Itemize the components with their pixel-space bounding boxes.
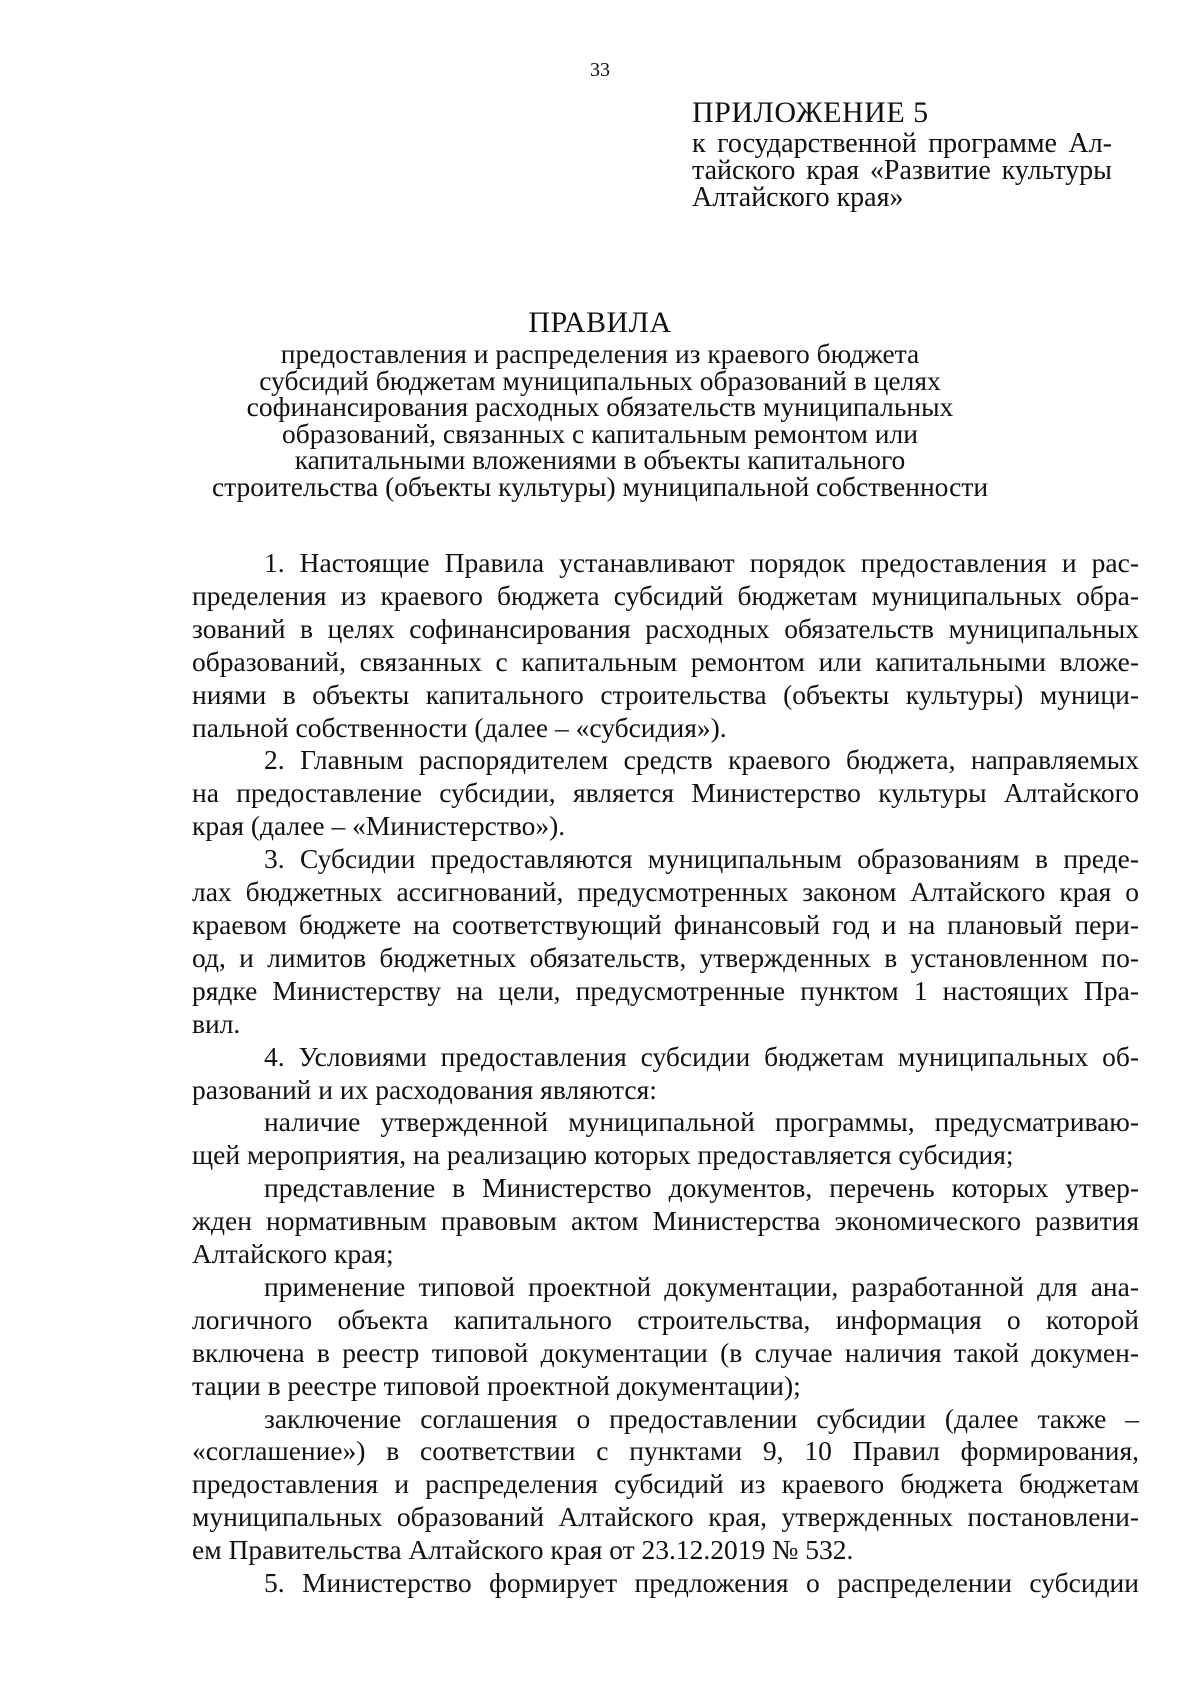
paragraph-line: 1. Настоящие Правила устанавливают порядок предоставления и рас- [264, 547, 1139, 578]
paragraph-line: предоставления и распределения субсидий из краевого бюджета бюджетам [192, 1468, 1139, 1500]
paragraph-line: зований в целях софинансирования расходных обязательств муниципальных [192, 612, 1139, 644]
paragraph-line: Алтайского края; [192, 1238, 394, 1270]
paragraph-line: 4. Условиями предоставления субсидии бюджетам муниципальных об- [264, 1040, 1139, 1072]
subtitle-line: капитальными вложениями в объекты капитального [294, 444, 906, 475]
subtitle-line: субсидий бюджетам муниципальных образований в целях [259, 364, 941, 396]
paragraph-line: «соглашение») в соответствии с пунктами 9, 10 Правил формирования, [192, 1435, 1139, 1467]
appendix-line: к государственной программе Ал- [692, 128, 1112, 159]
appendix-line: Алтайского края» [692, 182, 904, 213]
paragraph-line: пределения из краевого бюджета субсидий бюджетам муниципальных обра- [192, 579, 1139, 611]
paragraph-line: пальной собственности (далее – «субсидия»). [192, 711, 727, 743]
paragraph-line: ем Правительства Алтайского края от 23.12.2019 № 532. [192, 1534, 854, 1566]
paragraph-line: ниями в объекты капитального строительства (объекты культуры) муници- [192, 678, 1139, 710]
paragraph-line: вил. [192, 1007, 241, 1039]
page-number: 33 [590, 59, 610, 81]
rules-subtitle [0, 338, 1200, 502]
rules-title: ПРАВИЛА [528, 306, 672, 339]
paragraph-line: краевом бюджете на соответствующий финансовый год и на плановый пери- [192, 908, 1139, 940]
paragraph-line: на предоставление субсидии, является Министерство культуры Алтайского [192, 777, 1139, 809]
body-text [192, 547, 1139, 1600]
paragraph-line: образований, связанных с капитальным ремонтом или капитальными вложе- [192, 645, 1139, 677]
paragraph-line: 5. Министерство формирует предложения о распределении субсидии [264, 1567, 1139, 1599]
paragraph-line: лах бюджетных ассигнований, предусмотренных законом Алтайского края о [192, 876, 1139, 908]
appendix-line: тайского края «Развитие культуры [692, 155, 1112, 186]
paragraph-line: наличие утвержденной муниципальной программы, предусматриваю- [264, 1106, 1139, 1138]
paragraph-line: муниципальных образований Алтайского края, утвержденных постановлени- [192, 1501, 1139, 1533]
subtitle-line: строительства (объекты культуры) муниципальной собственности [211, 470, 989, 502]
paragraph-line: разований и их расходования являются: [192, 1073, 657, 1105]
paragraph-line: представление в Министерство документов, перечень которых утвер- [264, 1172, 1139, 1204]
subtitle-line: предоставления и распределения из краевого бюджета [280, 338, 920, 369]
paragraph-line: 3. Субсидии предоставляются муниципальным образованиям в преде- [264, 843, 1139, 875]
paragraph-line: заключение соглашения о предоставлении субсидии (далее также – [264, 1402, 1139, 1434]
paragraph-line: включена в реестр типовой документации (в случае наличия такой докумен- [192, 1336, 1139, 1368]
subtitle-line: софинансирования расходных обязательств муниципальных [246, 391, 954, 422]
paragraph-line: логичного объекта капитального строительства, информация о которой [192, 1303, 1139, 1335]
paragraph-line: 2. Главным распорядителем средств краевого бюджета, направляемых [264, 744, 1139, 776]
paragraph-line: щей мероприятия, на реализацию которых предоставляется субсидия; [192, 1139, 1014, 1171]
appendix-title: ПРИЛОЖЕНИЕ 5 [692, 96, 929, 129]
paragraph-line: рядке Министерству на цели, предусмотренные пунктом 1 настоящих Пра- [192, 974, 1139, 1006]
appendix-header [692, 98, 1112, 211]
paragraph-line: края (далее – «Министерство»). [192, 810, 566, 842]
subtitle-line: образований, связанных с капитальным ремонтом или [282, 417, 918, 449]
paragraph-line: применение типовой проектной документации, разработанной для ана- [264, 1270, 1139, 1302]
paragraph-line: тации в реестре типовой проектной документации); [192, 1369, 801, 1401]
paragraph-line: жден нормативным правовым актом Министерства экономического развития [192, 1205, 1139, 1237]
paragraph-line: од, и лимитов бюджетных обязательств, утвержденных в установленном по- [192, 941, 1139, 973]
